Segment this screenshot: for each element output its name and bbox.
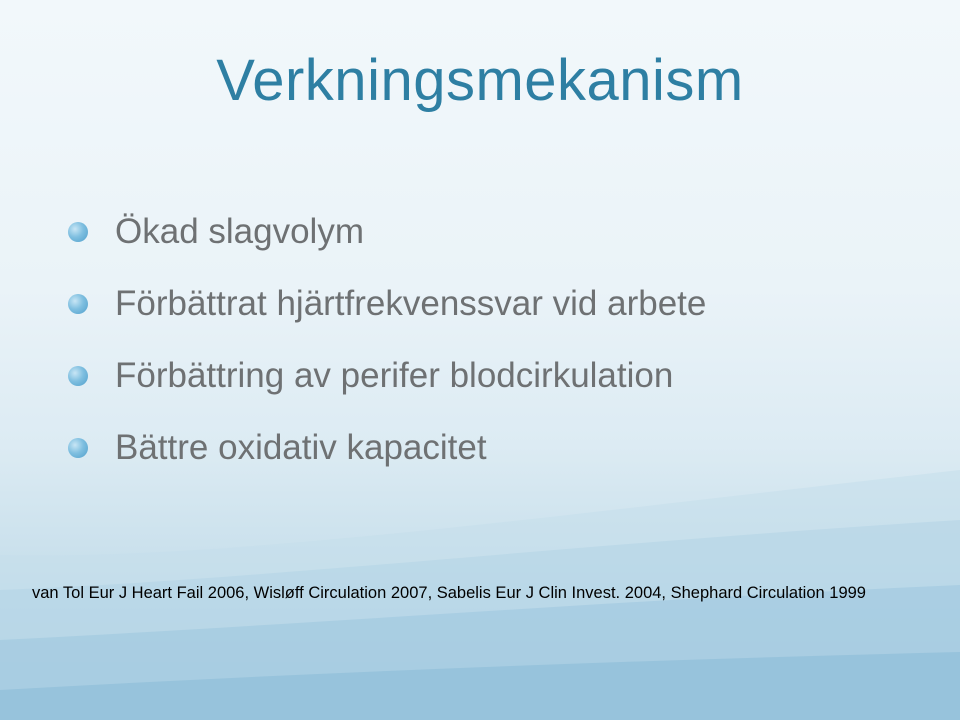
bullet-marker-icon (68, 294, 88, 314)
bullet-text: Förbättring av perifer blodcirkulation (115, 356, 674, 395)
references-text: van Tol Eur J Heart Fail 2006, Wisløff Circulation 2007, Sabelis Eur J Clin Invest. 2004, Shephard Circulation 1999 (32, 584, 866, 602)
bullet-text: Ökad slagvolym (115, 212, 364, 251)
bullet-marker-icon (68, 438, 88, 458)
bullet-item (68, 340, 706, 412)
bullet-marker-icon (68, 366, 88, 386)
bullet-item (68, 412, 706, 484)
bullet-text: Bättre oxidativ kapacitet (115, 428, 487, 467)
bullet-text: Förbättrat hjärtfrekvenssvar vid arbete (115, 284, 707, 323)
bullet-marker-icon (68, 222, 88, 242)
bullet-item (68, 196, 706, 268)
bullet-item (68, 268, 706, 340)
bullet-list (68, 196, 706, 484)
slide-title: Verkningsmekanism (216, 48, 744, 113)
